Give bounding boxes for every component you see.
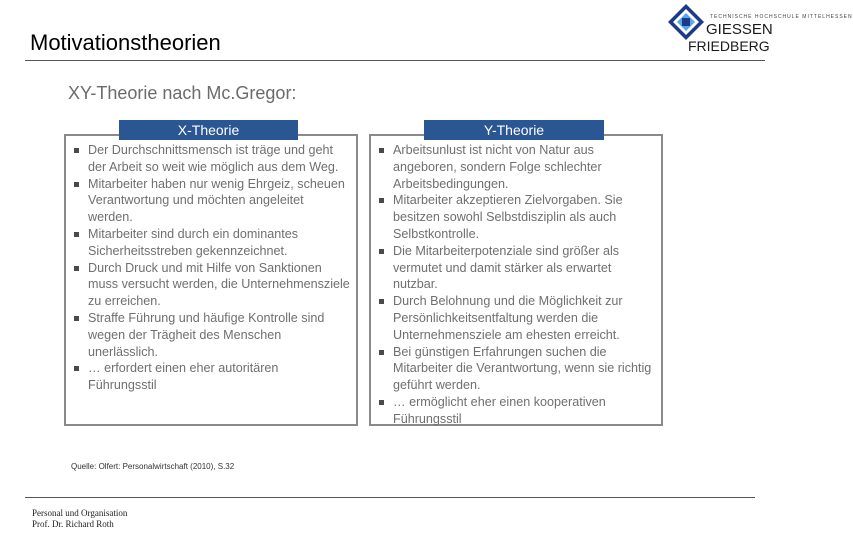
bullet-text: Mitarbeiter sind durch ein dominantes Sicherheitsstreben gekennzeichnet. [88, 226, 299, 258]
bullet-icon [379, 148, 384, 153]
bullet-text: Straffe Führung und häufige Kontrolle sind wegen der Trägheit des Menschen unerlässlich. [88, 310, 325, 359]
bullet-icon [379, 350, 384, 355]
bullet-icon [379, 249, 384, 254]
bullet-icon [379, 198, 384, 203]
slide-subtitle: XY-Theorie nach Mc.Gregor: [68, 83, 297, 103]
page-title: Motivationstheorien [30, 30, 221, 55]
bullet-text: Bei günstigen Erfahrungen suchen die Mitarbeiter die Verantwortung, wenn sie richtig geführt werden. [393, 344, 652, 393]
header-divider [25, 60, 765, 61]
bullet-text: … ermöglicht eher einen kooperativen Führungsstil [393, 394, 606, 426]
bullet-icon [379, 299, 384, 304]
list-item [72, 142, 350, 176]
list-item [377, 142, 655, 192]
bullet-text: Mitarbeiter akzeptieren Zielvorgaben. Sie besitzen sowohl Selbstdisziplin als auch Selbstkontrolle. [393, 193, 623, 241]
list-item [72, 360, 350, 394]
list-item [377, 192, 655, 242]
bullet-text: Der Durchschnittsmensch ist träge und geht der Arbeit so weit wie möglich aus dem Weg. [88, 143, 339, 174]
bullet-icon [74, 232, 79, 237]
y-theory-header: Y-Theorie [424, 120, 604, 140]
logo-city-giessen: GIESSEN [706, 21, 773, 38]
footer-divider [25, 497, 755, 498]
bullet-icon [74, 316, 79, 321]
university-logo [668, 4, 853, 56]
bullet-text: Mitarbeiter haben nur wenig Ehrgeiz, scheuen Verantwortung und möchten angeleitet werden. [88, 176, 345, 225]
list-item [72, 260, 350, 310]
bullet-icon [74, 266, 79, 271]
bullet-icon [379, 400, 384, 405]
bullet-icon [74, 148, 79, 153]
y-theory-panel [369, 134, 663, 426]
list-item [377, 394, 655, 428]
source-citation: Quelle: Olfert: Personalwirtschaft (2010), S.32 [71, 462, 235, 471]
bullet-icon [74, 182, 79, 187]
list-item [377, 344, 655, 394]
x-theory-header: X-Theorie [119, 120, 298, 140]
list-item [377, 293, 655, 343]
x-theory-panel [64, 134, 358, 426]
bullet-text: Durch Belohnung und die Möglichkeit zur Persönlichkeitsentfaltung werden die Unternehmensziele am ehesten erreicht. [393, 294, 623, 342]
x-theory-list [66, 136, 356, 394]
list-item [72, 176, 350, 226]
list-item [377, 243, 655, 293]
bullet-text: Durch Druck und mit Hilfe von Sanktionen muss versucht werden, die Unternehmensziele zu erreichen. [88, 260, 350, 309]
bullet-icon [74, 366, 79, 371]
logo-diamond-icon [668, 4, 704, 40]
footer-course: Personal und Organisation [32, 508, 128, 518]
logo-city-friedberg: FRIEDBERG [688, 38, 770, 54]
bullet-text: Arbeitsunlust ist nicht von Natur aus angeboren, sondern Folge schlechter Arbeitsbedingungen. [393, 143, 602, 191]
list-item [72, 226, 350, 260]
bullet-text: … erfordert einen eher autoritären Führungsstil [88, 361, 279, 393]
logo-small-text: TECHNISCHE HOCHSCHULE MITTELHESSEN [710, 14, 853, 20]
footer-author: Prof. Dr. Richard Roth [32, 519, 114, 529]
y-theory-list [371, 136, 661, 428]
bullet-text: Die Mitarbeiterpotenziale sind größer als vermutet und damit stärker als erwartet nutzbar. [393, 243, 620, 292]
list-item [72, 310, 350, 360]
